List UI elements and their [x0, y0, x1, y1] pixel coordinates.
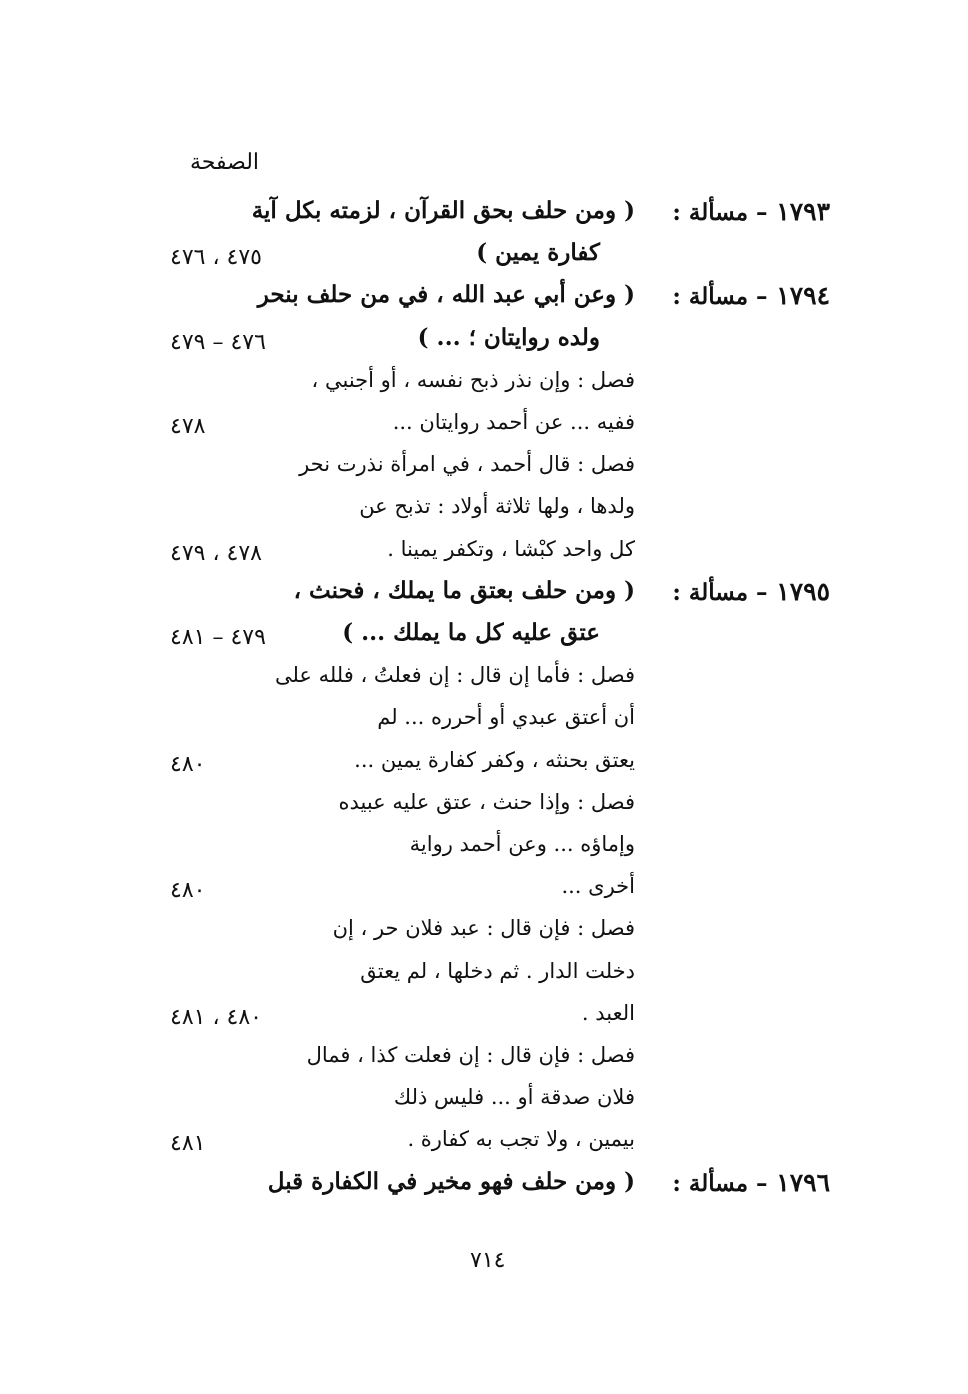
fasl-text: ولدها ، ولها ثلاثة أولاد : تذبح عن — [359, 494, 635, 518]
masala-label: – مسألة : — [672, 283, 768, 310]
masala-heading — [672, 1168, 830, 1197]
masala-text: ( ومن حلف بحق القرآن ، لزمته بكل آية — [251, 197, 635, 224]
page-reference: ٤٨٠ — [170, 878, 206, 903]
index-row — [150, 872, 830, 912]
fasl-text: يعتق بحنثه ، وكفر كفارة يمين ... — [354, 748, 635, 772]
fasl-text: فصل : وإن نذر ذبح نفسه ، أو أجنبي ، — [311, 368, 635, 392]
page-reference: ٤٧٩ – ٤٨١ — [170, 625, 266, 650]
fasl-text: فصل : فأما إن قال : إن فعلتُ ، فلله على — [274, 663, 635, 687]
index-row — [150, 914, 830, 954]
index-row — [150, 197, 830, 237]
page-reference: ٤٨٠ ، ٤٨١ — [170, 1005, 262, 1030]
masala-label: – مسألة : — [672, 579, 768, 606]
index-row — [150, 619, 830, 659]
fasl-text: فصل : وإذا حنث ، عتق عليه عبيده — [338, 790, 635, 814]
masala-text: ( ومن حلف فهو مخير في الكفارة قبل — [267, 1168, 635, 1195]
index-row — [150, 492, 830, 532]
index-row — [150, 324, 830, 364]
index-row — [150, 450, 830, 490]
index-row — [150, 957, 830, 997]
fasl-text: فصل : فإن قال : عبد فلان حر ، إن — [332, 916, 635, 940]
index-row — [150, 661, 830, 701]
page-number: ٧١٤ — [470, 1248, 506, 1273]
index-row — [150, 788, 830, 828]
index-row — [150, 408, 830, 448]
fasl-text: العبد . — [581, 1001, 635, 1025]
masala-heading — [672, 197, 830, 226]
page-reference: ٤٨١ — [170, 1131, 206, 1156]
page-reference: ٤٧٥ ، ٤٧٦ — [170, 245, 262, 270]
masala-text: كفارة يمين ) — [476, 239, 600, 266]
index-row — [150, 703, 830, 743]
fasl-text: أن أعتق عبدي أو أحرره ... لم — [377, 705, 635, 729]
fasl-text: فصل : فإن قال : إن فعلت كذا ، فمال — [306, 1043, 635, 1067]
masala-text: ولده روايتان ؛ ... ) — [417, 324, 600, 351]
index-row — [150, 239, 830, 279]
masala-number: ١٧٩٤ — [776, 281, 830, 310]
index-row — [150, 577, 830, 617]
index-row — [150, 1083, 830, 1123]
fasl-text: دخلت الدار . ثم دخلها ، لم يعتق — [360, 959, 635, 983]
page-reference: ٤٨٠ — [170, 752, 206, 777]
masala-text: ( وعن أبي عبد الله ، في من حلف بنحر — [257, 281, 635, 308]
masala-number: ١٧٩٣ — [776, 197, 830, 226]
index-row — [150, 281, 830, 321]
masala-heading — [672, 577, 830, 606]
page-reference: ٤٧٨ ، ٤٧٩ — [170, 541, 262, 566]
index-row — [150, 366, 830, 406]
index-row — [150, 999, 830, 1039]
masala-heading — [672, 281, 830, 310]
index-row — [150, 1041, 830, 1081]
masala-text: ( ومن حلف بعتق ما يملك ، فحنث ، — [293, 577, 635, 604]
masala-text: عتق عليه كل ما يملك ... ) — [342, 619, 600, 646]
index-row — [150, 830, 830, 870]
fasl-text: فصل : قال أحمد ، في امرأة نذرت نحر — [299, 452, 635, 476]
masala-number: ١٧٩٥ — [776, 577, 830, 606]
index-row — [150, 535, 830, 575]
index-row — [150, 1125, 830, 1165]
index-row — [150, 1168, 830, 1208]
masala-number: ١٧٩٦ — [776, 1168, 830, 1197]
masala-label: – مسألة : — [672, 1170, 768, 1197]
fasl-text: فلان صدقة أو ... فليس ذلك — [393, 1085, 635, 1109]
fasl-text: بيمين ، ولا تجب به كفارة . — [407, 1127, 635, 1151]
fasl-text: وإماؤه ... وعن أحمد رواية — [409, 832, 635, 856]
pages-column-header: الصفحة — [190, 150, 260, 175]
masala-label: – مسألة : — [672, 199, 768, 226]
fasl-text: كل واحد كبْشا ، وتكفر يمينا . — [387, 537, 635, 561]
page-reference: ٤٧٨ — [170, 414, 206, 439]
fasl-text: ففيه ... عن أحمد روايتان ... — [392, 410, 635, 434]
index-row — [150, 746, 830, 786]
fasl-text: أخرى ... — [561, 874, 635, 898]
page-reference: ٤٧٦ – ٤٧٩ — [170, 330, 266, 355]
